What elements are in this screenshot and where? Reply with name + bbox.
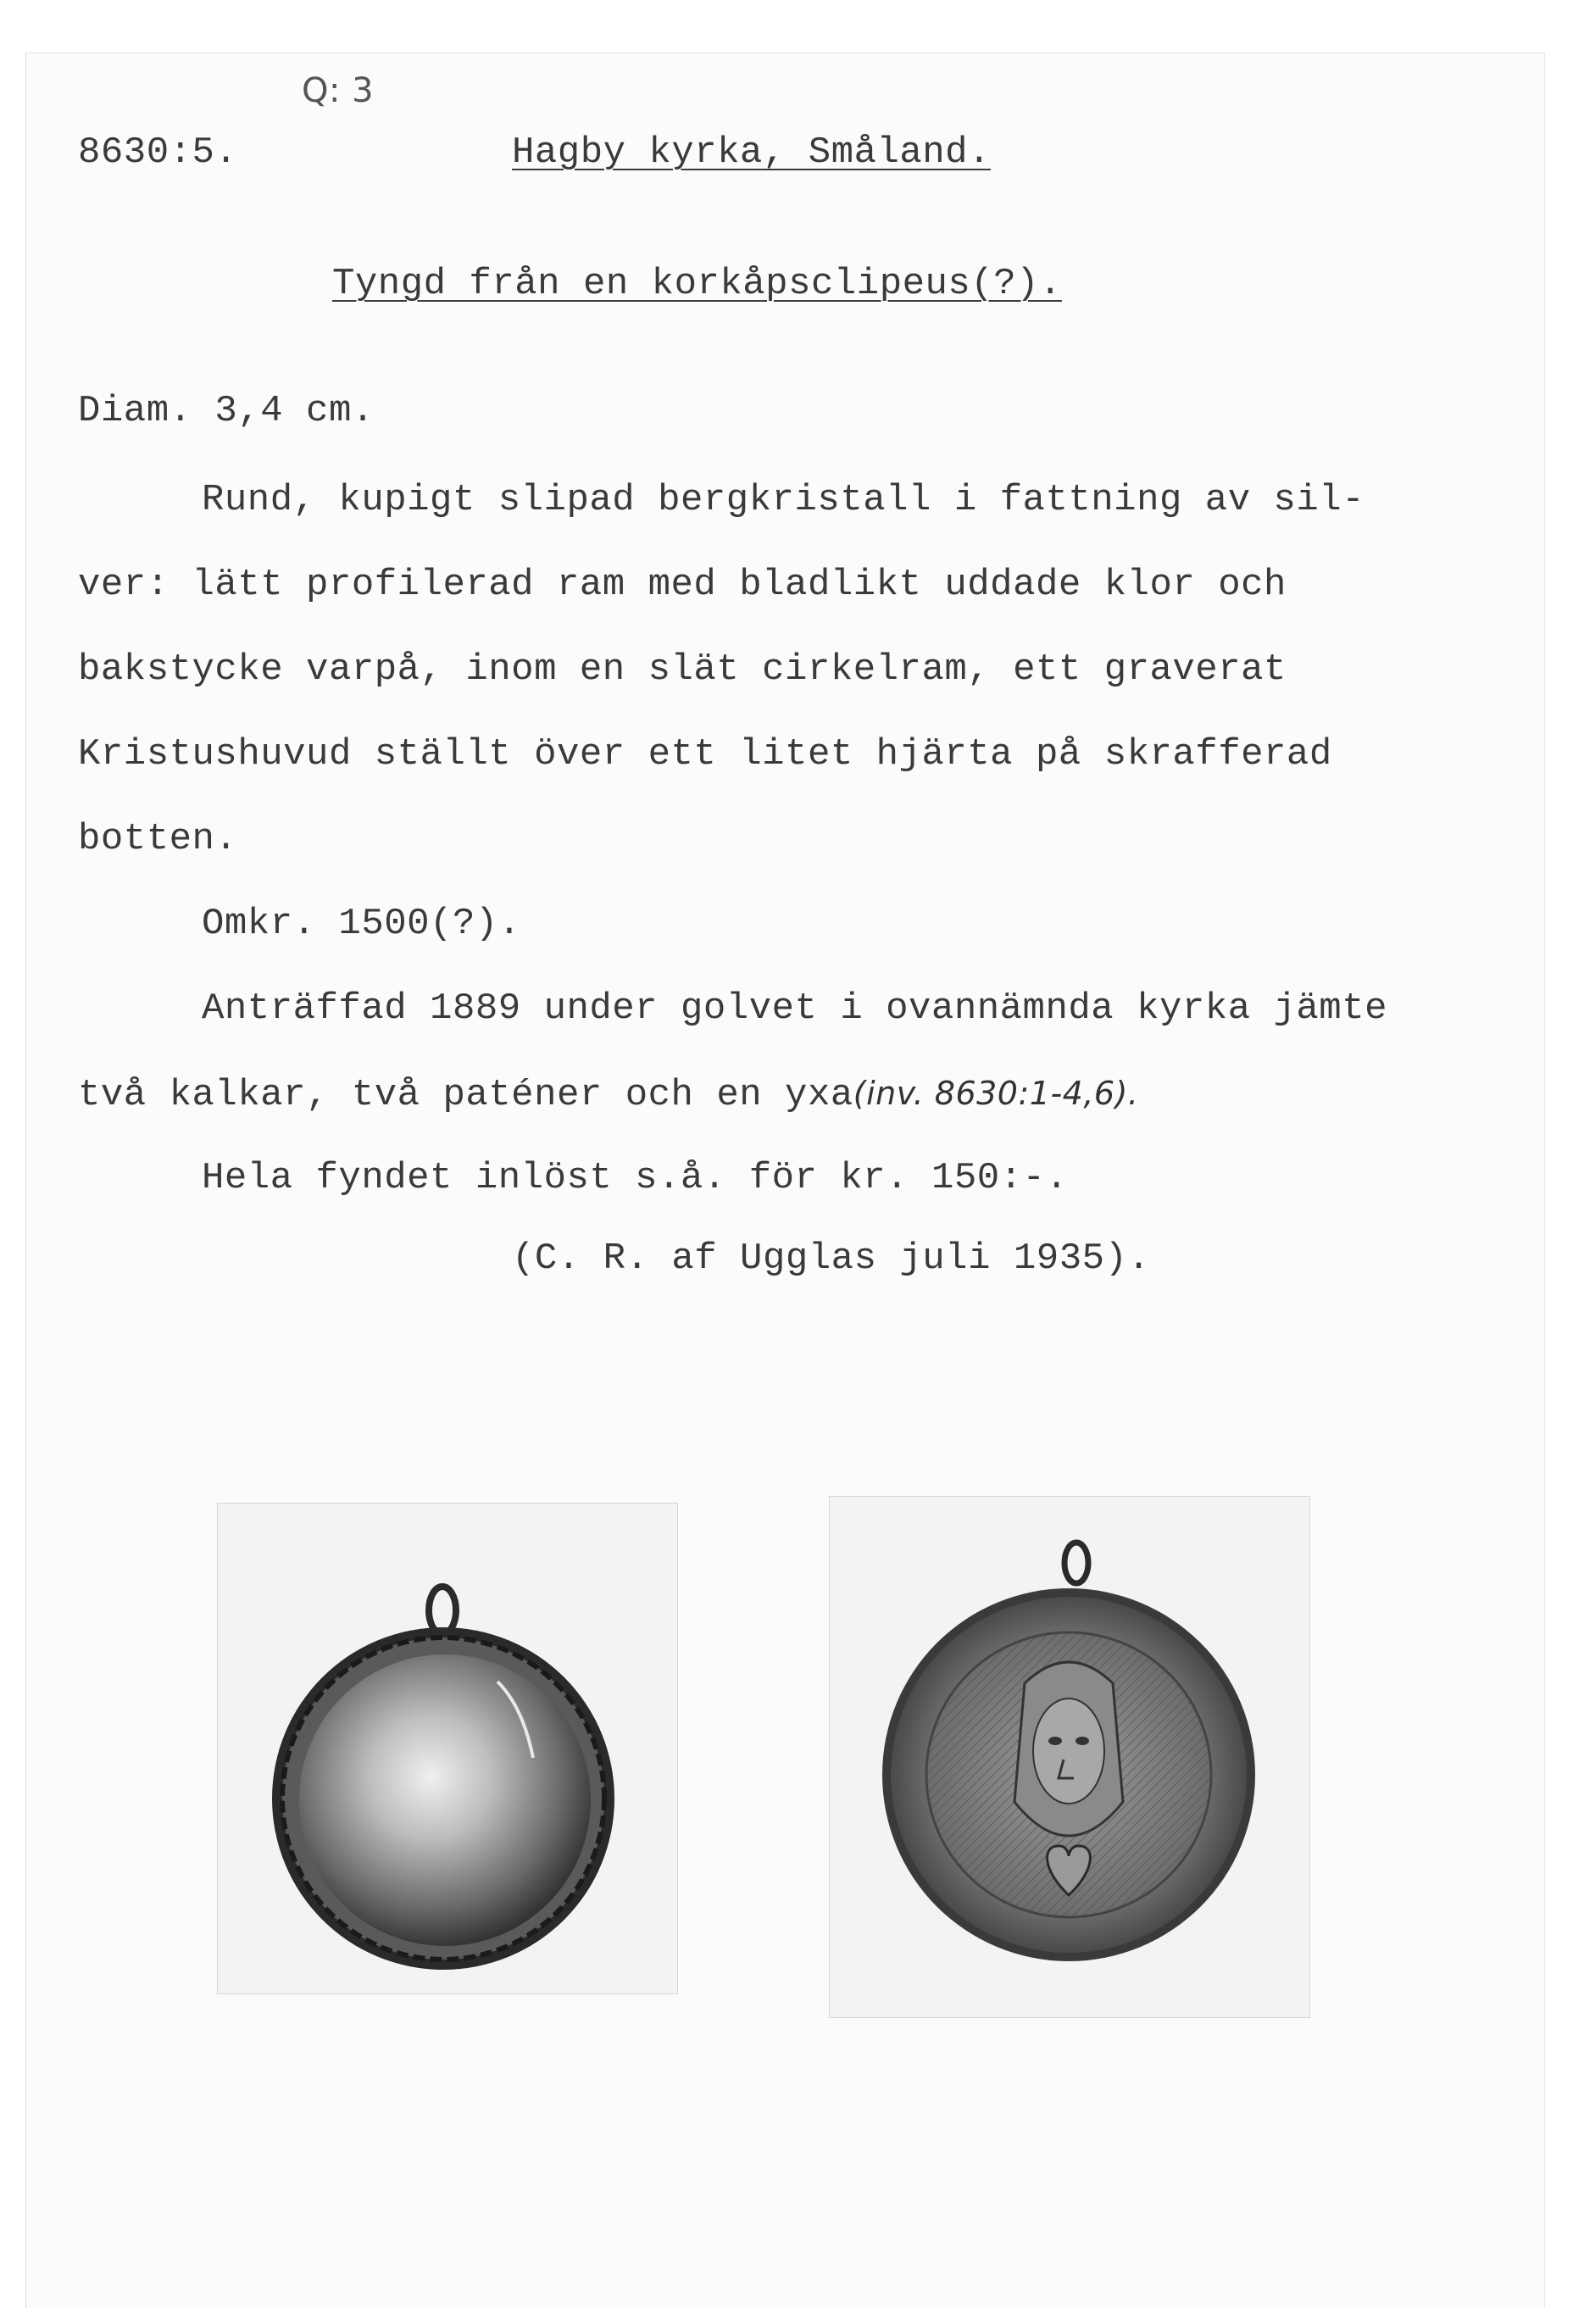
description-line-4: Kristushuvud ställt över ett litet hjärta på skrafferad (78, 733, 1332, 776)
find-line-2-text: två kalkar, två paténer och en yxa (78, 1074, 853, 1116)
signature: (C. R. af Ugglas juli 1935). (512, 1237, 1151, 1280)
handwritten-inventory: (inv. 8630:1-4,6). (853, 1075, 1139, 1112)
pencil-mark: Q: 3 (302, 71, 375, 110)
find-line-2 (78, 1072, 1139, 1116)
find-line-1: Anträffad 1889 under golvet i ovannämnda kyrka jämte (202, 987, 1388, 1030)
location-heading: Hagby kyrka, Småland. (512, 131, 991, 174)
diameter: Diam. 3,4 cm. (78, 390, 375, 432)
dating: Omkr. 1500(?). (202, 903, 521, 945)
description-line-3: bakstycke varpå, inom en slät cirkelram, ett graverat (78, 648, 1287, 691)
crystal-pendant-image (218, 1504, 677, 1993)
object-title: Tyngd från en korkåpsclipeus(?). (332, 263, 1062, 305)
photo-engraved-back (829, 1496, 1310, 2018)
catalog-number: 8630:5. (78, 131, 238, 174)
photo-crystal-front (217, 1503, 678, 1994)
description-line-5: botten. (78, 818, 238, 860)
engraved-pendant-image (830, 1497, 1309, 2017)
card-edge (1544, 53, 1545, 2307)
description-line-1: Rund, kupigt slipad bergkristall i fattning av sil- (202, 479, 1365, 521)
acquisition: Hela fyndet inlöst s.å. för kr. 150:-. (202, 1157, 1069, 1199)
description-line-2: ver: lätt profilerad ram med bladlikt uddade klor och (78, 564, 1287, 606)
